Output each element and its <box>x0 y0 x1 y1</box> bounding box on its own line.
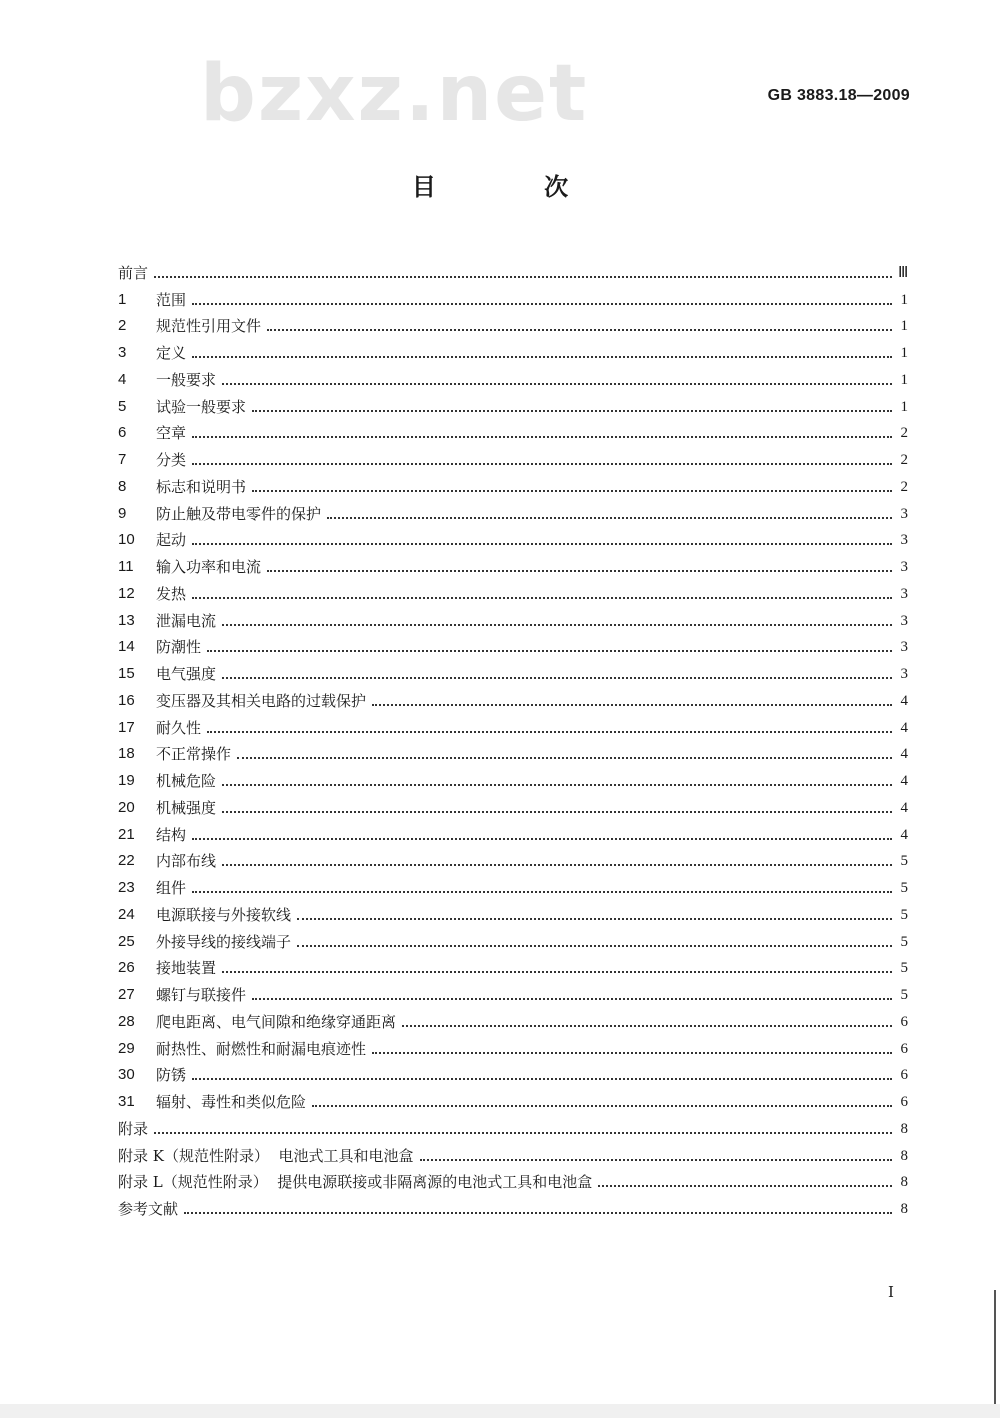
toc-entry[interactable] <box>118 283 908 310</box>
toc-entry[interactable] <box>118 604 908 631</box>
toc-entry[interactable] <box>118 657 908 684</box>
toc-entry[interactable] <box>118 1059 908 1086</box>
toc-entry-label: 输入功率和电流 <box>156 558 262 576</box>
toc-entry-number: 23 <box>118 879 135 896</box>
dot-leader <box>327 516 892 519</box>
toc-entry-number: 26 <box>118 959 135 977</box>
toc-entry-number: 27 <box>118 986 135 1003</box>
toc-entry-page: 6 <box>900 1040 908 1057</box>
dot-leader <box>222 783 892 786</box>
toc-entry-label: 结构 <box>156 825 187 844</box>
toc-entry-label: 外接导线的接线端子 <box>156 932 292 951</box>
dot-leader <box>420 1158 892 1161</box>
toc-entry-label: 分类 <box>156 451 187 469</box>
toc-entry[interactable] <box>118 871 908 898</box>
dot-leader <box>192 837 892 840</box>
toc-entry-label: 爬电距离、电气间隙和绝缘穿通距离 <box>156 1012 397 1031</box>
toc-entry-label: 附录 <box>118 1119 149 1138</box>
toc-entry[interactable] <box>118 363 908 390</box>
toc-entry-number: 9 <box>118 504 127 522</box>
scan-bottom-strip <box>0 1404 1000 1418</box>
toc-entry-label: 防止触及带电零件的保护 <box>156 504 322 523</box>
dot-leader <box>207 649 892 652</box>
toc-entry-number: 25 <box>118 932 135 950</box>
dot-leader <box>192 355 892 358</box>
toc-entry-number: 17 <box>118 718 135 736</box>
toc-entry-label: 接地装置 <box>156 959 217 978</box>
toc-entry[interactable] <box>118 497 908 524</box>
toc-entry-number: 4 <box>118 370 127 388</box>
dot-leader <box>222 970 892 973</box>
toc-entry-label: 电气强度 <box>156 665 217 683</box>
toc-entry-page: 5 <box>900 853 908 870</box>
toc-entry[interactable] <box>118 524 908 551</box>
dot-leader <box>184 1211 892 1214</box>
toc-entry-number: 30 <box>118 1066 135 1084</box>
toc-entry[interactable] <box>118 764 908 791</box>
dot-leader <box>192 596 892 599</box>
toc-entry[interactable] <box>118 1032 908 1059</box>
toc-entry-label: 参考文献 <box>118 1200 179 1218</box>
dot-leader <box>192 462 892 465</box>
toc-entry-page: 4 <box>900 799 908 816</box>
toc-entry-label: 空章 <box>156 424 187 443</box>
toc-entry-label: 起动 <box>156 531 187 550</box>
dot-leader <box>222 810 892 813</box>
dot-leader <box>207 730 892 733</box>
toc-entry-number: 2 <box>118 317 127 335</box>
toc-entry[interactable] <box>118 1112 908 1139</box>
toc-entry-label: 防锈 <box>156 1066 187 1085</box>
toc-entry-label: 定义 <box>156 344 187 362</box>
dot-leader <box>222 863 892 866</box>
toc-entry[interactable] <box>118 898 908 925</box>
toc-entry-number: 13 <box>118 611 135 629</box>
toc-entry-label: 耐久性 <box>156 718 202 737</box>
dot-leader <box>154 1131 892 1134</box>
toc-entry[interactable] <box>118 310 908 337</box>
toc-entry[interactable] <box>118 550 908 577</box>
toc-entry-number: 10 <box>118 531 135 549</box>
toc-entry-number: 21 <box>118 825 135 843</box>
toc-entry-label: 辐射、毒性和类似危险 <box>156 1093 307 1111</box>
toc-entry[interactable] <box>118 818 908 845</box>
toc-entry[interactable] <box>118 1005 908 1032</box>
toc-entry-page: 1 <box>900 345 908 361</box>
dot-leader <box>222 382 892 385</box>
toc-entry-page: 3 <box>900 505 908 522</box>
toc-entry-page: 4 <box>900 746 908 763</box>
toc-entry-label: 附录 K（规范性附录） 电池式工具和电池盒 <box>118 1146 414 1165</box>
toc-entry-page: 5 <box>900 880 908 896</box>
toc-entry-page: 2 <box>900 478 908 495</box>
toc-entry-page: 8 <box>900 1120 908 1137</box>
dot-leader <box>237 756 892 759</box>
dot-leader <box>402 1024 892 1027</box>
toc-entry-page: 4 <box>900 826 908 843</box>
dot-leader <box>267 328 892 331</box>
dot-leader <box>372 1051 892 1054</box>
toc-entry-page: 1 <box>900 371 908 388</box>
toc-entry-label: 电源联接与外接软线 <box>156 905 292 924</box>
toc-entry[interactable] <box>118 711 908 738</box>
toc-entry[interactable] <box>118 925 908 952</box>
toc-entry-page: 5 <box>900 906 908 923</box>
toc-entry[interactable] <box>118 631 908 658</box>
toc-entry-number: 28 <box>118 1012 135 1030</box>
toc-entry-label: 规范性引用文件 <box>156 317 262 336</box>
toc-entry-label: 范围 <box>156 290 187 309</box>
toc-entry-number: 11 <box>118 558 134 575</box>
dot-leader <box>252 489 892 492</box>
toc-entry-page: 1 <box>900 398 908 415</box>
dot-leader <box>252 409 892 412</box>
dot-leader <box>192 542 892 545</box>
dot-leader <box>192 435 892 438</box>
toc-entry-label: 一般要求 <box>156 370 217 389</box>
toc-entry-label: 泄漏电流 <box>156 611 217 630</box>
toc-entry[interactable] <box>118 978 908 1005</box>
toc-entry-label: 试验一般要求 <box>156 397 247 416</box>
dot-leader <box>297 917 892 920</box>
toc-entry-page: 4 <box>900 719 908 736</box>
toc-entry-number: 18 <box>118 745 135 763</box>
toc-entry-label: 耐热性、耐燃性和耐漏电痕迹性 <box>156 1039 367 1058</box>
toc-entry-label: 前言 <box>118 263 149 282</box>
dot-leader <box>598 1184 892 1187</box>
toc-entry[interactable] <box>118 1192 908 1219</box>
dot-leader <box>267 569 892 572</box>
toc-entry-number: 31 <box>118 1093 135 1110</box>
toc-entry-number: 22 <box>118 852 135 870</box>
toc-entry-number: 5 <box>118 397 127 415</box>
toc-entry-page: 3 <box>900 559 908 575</box>
toc-entry[interactable] <box>118 470 908 497</box>
toc-entry-number: 6 <box>118 424 127 442</box>
toc-entry-page: 6 <box>900 1067 908 1084</box>
toc-entry-label: 防潮性 <box>156 638 202 657</box>
watermark: bzxz.net <box>200 49 589 139</box>
toc-entry-label: 变压器及其相关电路的过载保护 <box>156 691 367 710</box>
toc-entry[interactable] <box>118 443 908 470</box>
toc-entry[interactable] <box>118 845 908 872</box>
toc-entry-number: 1 <box>118 290 127 308</box>
toc-entry-page: 3 <box>900 612 908 629</box>
toc-entry-label: 组件 <box>156 879 187 897</box>
toc-entry-number: 8 <box>118 477 127 495</box>
toc-entry-page: 1 <box>900 291 908 308</box>
dot-leader <box>372 703 892 706</box>
toc-entry[interactable] <box>118 1139 908 1166</box>
toc-entry[interactable] <box>118 336 908 363</box>
toc-entry-label: 机械强度 <box>156 798 217 817</box>
toc-entry-page: 4 <box>900 692 908 709</box>
toc-entry-label: 螺钉与联接件 <box>156 986 247 1004</box>
toc-entry-page: 5 <box>900 933 908 950</box>
scan-edge <box>994 1290 996 1418</box>
toc-entry-page: 1 <box>900 318 908 335</box>
toc-entry-label: 内部布线 <box>156 852 217 871</box>
toc-entry-label: 标志和说明书 <box>156 477 247 496</box>
toc-entry[interactable] <box>118 417 908 444</box>
toc-entry-page: 8 <box>900 1174 908 1191</box>
dot-leader <box>192 1077 892 1080</box>
dot-leader <box>252 997 892 1000</box>
dot-leader <box>297 944 892 947</box>
toc-entry-label: 发热 <box>156 584 187 603</box>
toc-entry-number: 15 <box>118 665 135 682</box>
page-title: 目 次 <box>411 172 619 201</box>
toc-entry-label: 不正常操作 <box>156 745 232 764</box>
toc-entry-number: 14 <box>118 638 135 656</box>
toc-entry[interactable] <box>118 256 908 283</box>
toc-entry[interactable] <box>118 1166 908 1193</box>
toc-entry[interactable] <box>118 684 908 711</box>
toc-entry-page: 5 <box>900 987 908 1003</box>
toc-entry[interactable] <box>118 1085 908 1112</box>
toc-entry-page: 2 <box>900 425 908 442</box>
dot-leader <box>154 275 892 278</box>
toc-entry[interactable] <box>118 738 908 765</box>
table-of-contents <box>118 256 908 1219</box>
toc-entry[interactable] <box>118 390 908 417</box>
toc-entry-page: Ⅲ <box>898 264 909 281</box>
toc-entry-page: 6 <box>900 1094 908 1110</box>
standard-number: GB 3883.18—2009 <box>767 87 910 104</box>
toc-entry-page: 3 <box>900 666 908 682</box>
dot-leader <box>192 302 892 305</box>
dot-leader <box>222 623 892 626</box>
toc-entry-number: 3 <box>118 344 127 361</box>
toc-entry-page: 3 <box>900 639 908 656</box>
toc-entry-page: 3 <box>900 585 908 602</box>
toc-entry[interactable] <box>118 577 908 604</box>
dot-leader <box>222 676 892 679</box>
toc-entry-number: 12 <box>118 584 135 602</box>
toc-entry-page: 5 <box>900 960 908 977</box>
toc-entry-page: 8 <box>900 1147 908 1164</box>
toc-entry[interactable] <box>118 791 908 818</box>
toc-entry-label: 机械危险 <box>156 772 217 790</box>
toc-entry-page: 2 <box>900 452 908 468</box>
toc-entry-number: 7 <box>118 451 127 468</box>
dot-leader <box>312 1104 892 1107</box>
toc-entry[interactable] <box>118 952 908 979</box>
toc-entry-number: 16 <box>118 691 135 709</box>
toc-entry-number: 29 <box>118 1039 135 1057</box>
toc-entry-number: 20 <box>118 798 135 816</box>
toc-entry-number: 24 <box>118 905 135 923</box>
dot-leader <box>192 890 892 893</box>
toc-entry-page: 8 <box>900 1201 908 1217</box>
page-folio: I <box>888 1283 894 1301</box>
toc-entry-label: 附录 L（规范性附录） 提供电源联接或非隔离源的电池式工具和电池盒 <box>118 1173 593 1192</box>
toc-entry-number: 19 <box>118 772 135 789</box>
toc-entry-page: 3 <box>900 532 908 549</box>
toc-entry-page: 6 <box>900 1013 908 1030</box>
toc-entry-page: 4 <box>900 773 908 789</box>
